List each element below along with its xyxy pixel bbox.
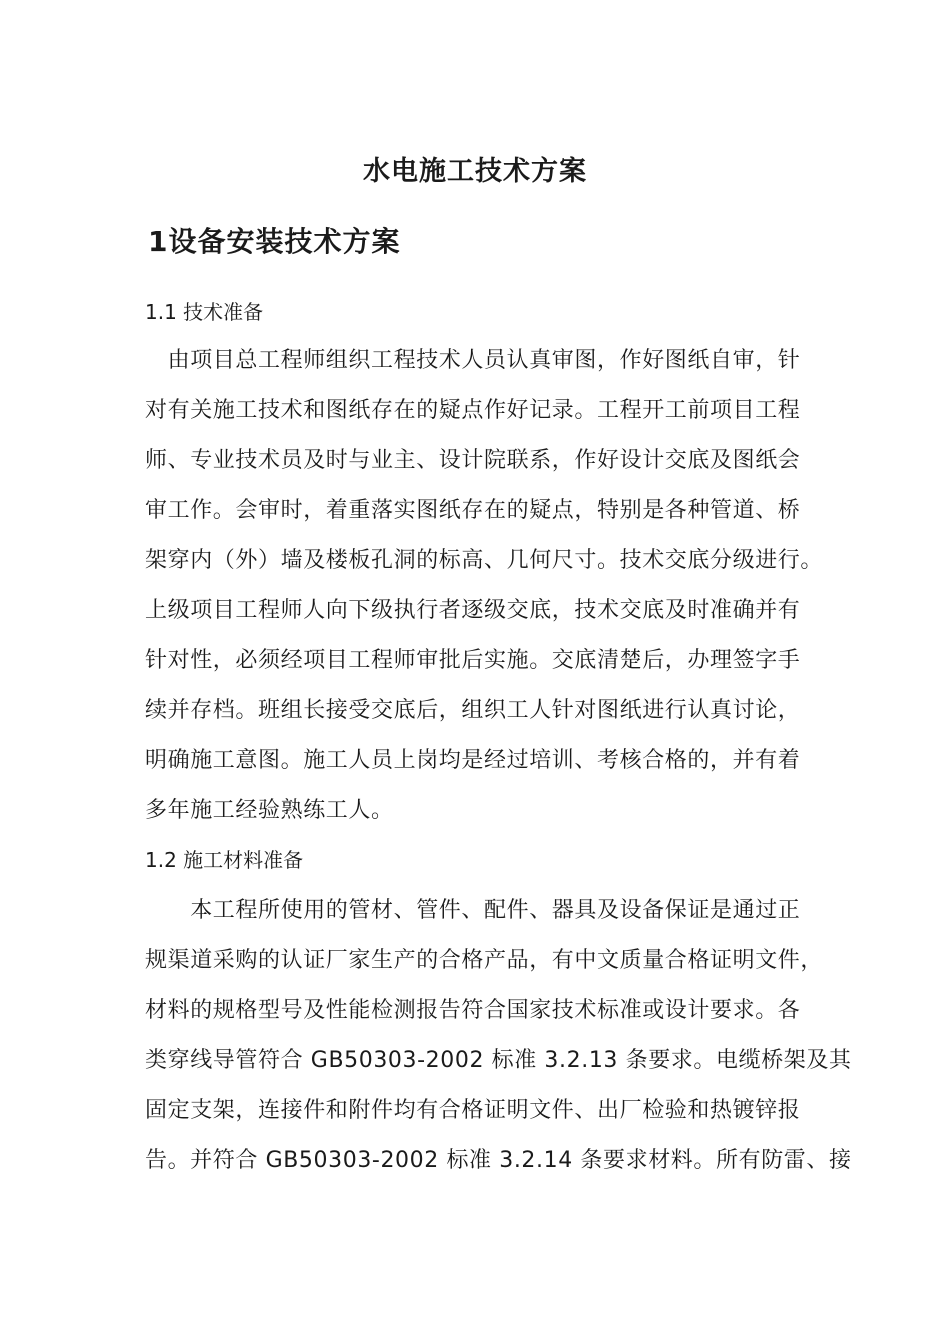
paragraph-line: 上级项目工程师人向下级执行者逐级交底，技术交底及时准确并有	[145, 598, 801, 623]
paragraph-line: 架穿内（外）墙及楼板孔洞的标高、几何尺寸。技术交底分级进行。	[145, 548, 824, 573]
paragraph-line: 对有关施工技术和图纸存在的疑点作好记录。工程开工前项目工程	[145, 398, 801, 423]
paragraph-line: 审工作。会审时，着重落实图纸存在的疑点，特别是各种管道、桥	[145, 498, 801, 523]
paragraph-line: 告。并符合 GB50303-2002 标准 3.2.14 条要求材料。所有防雷、接	[145, 1148, 852, 1173]
document-title: 水电施工技术方案	[363, 156, 587, 187]
section-1-1-body	[145, 336, 824, 836]
section-1-1-heading: 1.1 技术准备	[145, 300, 264, 324]
paragraph-line: 针对性，必须经项目工程师审批后实施。交底清楚后，办理签字手	[145, 648, 801, 673]
section-1-2-body	[145, 886, 852, 1186]
section-1-heading: 1设备安装技术方案	[148, 225, 401, 258]
section-1-2-heading: 1.2 施工材料准备	[145, 848, 304, 872]
paragraph-line: 固定支架，连接件和附件均有合格证明文件、出厂检验和热镀锌报	[145, 1098, 801, 1123]
paragraph-line: 多年施工经验熟练工人。	[145, 798, 394, 823]
paragraph-line: 续并存档。班组长接受交底后，组织工人针对图纸进行认真讨论，	[145, 698, 801, 723]
paragraph-line: 规渠道采购的认证厂家生产的合格产品，有中文质量合格证明文件，	[145, 948, 824, 973]
paragraph-line: 本工程所使用的管材、管件、配件、器具及设备保证是通过正	[145, 898, 801, 923]
paragraph-line: 由项目总工程师组织工程技术人员认真审图，作好图纸自审，针	[145, 348, 801, 373]
paragraph-line: 师、专业技术员及时与业主、设计院联系，作好设计交底及图纸会	[145, 448, 801, 473]
paragraph-line: 材料的规格型号及性能检测报告符合国家技术标准或设计要求。各	[145, 998, 801, 1023]
paragraph-line: 明确施工意图。施工人员上岗均是经过培训、考核合格的，并有着	[145, 748, 801, 773]
paragraph-line: 类穿线导管符合 GB50303-2002 标准 3.2.13 条要求。电缆桥架及其	[145, 1048, 852, 1073]
